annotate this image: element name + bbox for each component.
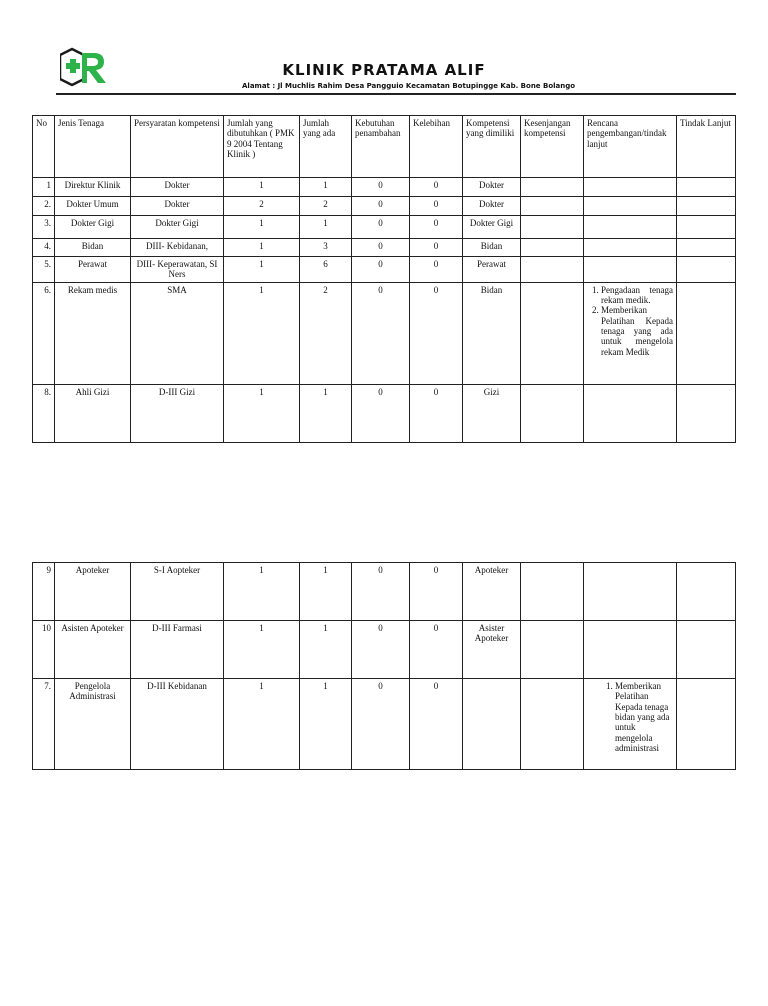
cell-ada: 1 bbox=[300, 621, 352, 679]
cell-kebutuhan: 0 bbox=[352, 197, 410, 216]
cell-persyaratan: DIII- Keperawatan, SI Ners bbox=[131, 257, 224, 283]
clinic-address: Alamat : Jl Muchlis Rahim Desa Pangguio Kecamatan Botupingge Kab. Bone Bolango bbox=[242, 82, 576, 90]
staffing-table bbox=[32, 115, 736, 443]
cell-jenis: Asisten Apoteker bbox=[55, 621, 131, 679]
cell-kesenjangan bbox=[521, 239, 584, 257]
cell-kelebihan: 0 bbox=[410, 384, 463, 442]
cell-tindak bbox=[677, 679, 736, 770]
table-row bbox=[33, 216, 736, 239]
col-header-tindak: Tindak Lanjut bbox=[677, 116, 736, 178]
table-row bbox=[33, 384, 736, 442]
cell-tindak bbox=[677, 197, 736, 216]
cell-no: 6. bbox=[33, 282, 55, 384]
cell-kebutuhan: 0 bbox=[352, 282, 410, 384]
cell-no: 9 bbox=[33, 563, 55, 621]
col-header-no: No bbox=[33, 116, 55, 178]
rencana-list bbox=[587, 681, 673, 753]
cell-tindak bbox=[677, 563, 736, 621]
cell-kelebihan: 0 bbox=[410, 621, 463, 679]
cell-kelebihan: 0 bbox=[410, 239, 463, 257]
cell-no: 4. bbox=[33, 239, 55, 257]
cell-no: 3. bbox=[33, 216, 55, 239]
cell-rencana bbox=[584, 282, 677, 384]
cell-kompetensi: Gizi bbox=[463, 384, 521, 442]
col-header-rencana: Rencana pengembangan/tindak lanjut bbox=[584, 116, 677, 178]
cell-rencana bbox=[584, 563, 677, 621]
table-header-row bbox=[33, 116, 736, 178]
cell-tindak bbox=[677, 216, 736, 239]
cell-kompetensi: Perawat bbox=[463, 257, 521, 283]
col-header-dibutuhkan: Jumlah yang dibutuhkan ( PMK 9 2004 Tentang Klinik ) bbox=[224, 116, 300, 178]
cell-kelebihan: 0 bbox=[410, 197, 463, 216]
cell-jenis: Dokter Gigi bbox=[55, 216, 131, 239]
cell-kelebihan: 0 bbox=[410, 216, 463, 239]
cell-tindak bbox=[677, 282, 736, 384]
cell-rencana bbox=[584, 239, 677, 257]
cell-kesenjangan bbox=[521, 621, 584, 679]
cell-tindak bbox=[677, 384, 736, 442]
col-header-jenis: Jenis Tenaga bbox=[55, 116, 131, 178]
cell-rencana bbox=[584, 197, 677, 216]
cell-kesenjangan bbox=[521, 282, 584, 384]
cell-dibutuhkan: 1 bbox=[224, 178, 300, 197]
col-header-kesenjangan: Kesenjangan kompetensi bbox=[521, 116, 584, 178]
cell-rencana bbox=[584, 178, 677, 197]
cell-ada: 1 bbox=[300, 384, 352, 442]
col-header-kelebihan: Kelebihan bbox=[410, 116, 463, 178]
cell-dibutuhkan: 1 bbox=[224, 216, 300, 239]
cell-kompetensi bbox=[463, 679, 521, 770]
cell-no: 5. bbox=[33, 257, 55, 283]
cell-persyaratan: SMA bbox=[131, 282, 224, 384]
col-header-kebutuhan: Kebutuhan penambahan bbox=[352, 116, 410, 178]
cell-persyaratan: D-III Farmasi bbox=[131, 621, 224, 679]
cell-rencana bbox=[584, 679, 677, 770]
cell-kebutuhan: 0 bbox=[352, 216, 410, 239]
cell-kompetensi: Bidan bbox=[463, 239, 521, 257]
cell-jenis: Perawat bbox=[55, 257, 131, 283]
cell-dibutuhkan: 1 bbox=[224, 239, 300, 257]
cell-rencana bbox=[584, 384, 677, 442]
cell-kebutuhan: 0 bbox=[352, 621, 410, 679]
cell-jenis: Ahli Gizi bbox=[55, 384, 131, 442]
cell-persyaratan: D-III Gizi bbox=[131, 384, 224, 442]
cell-jenis: Pengelola Administrasi bbox=[55, 679, 131, 770]
cell-ada: 1 bbox=[300, 178, 352, 197]
cell-ada: 2 bbox=[300, 282, 352, 384]
table-row bbox=[33, 197, 736, 216]
cell-kesenjangan bbox=[521, 679, 584, 770]
cell-kebutuhan: 0 bbox=[352, 239, 410, 257]
cell-no: 10 bbox=[33, 621, 55, 679]
cell-dibutuhkan: 1 bbox=[224, 282, 300, 384]
cell-kompetensi: Dokter Gigi bbox=[463, 216, 521, 239]
cell-tindak bbox=[677, 178, 736, 197]
cell-kebutuhan: 0 bbox=[352, 178, 410, 197]
cell-persyaratan: S-I Aopteker bbox=[131, 563, 224, 621]
cell-rencana bbox=[584, 216, 677, 239]
cell-kesenjangan bbox=[521, 197, 584, 216]
table-row bbox=[33, 178, 736, 197]
cell-tindak bbox=[677, 239, 736, 257]
cell-tindak bbox=[677, 257, 736, 283]
cell-ada: 3 bbox=[300, 239, 352, 257]
cell-ada: 1 bbox=[300, 679, 352, 770]
cell-persyaratan: Dokter bbox=[131, 178, 224, 197]
cell-dibutuhkan: 1 bbox=[224, 384, 300, 442]
cell-kelebihan: 0 bbox=[410, 679, 463, 770]
cell-kesenjangan bbox=[521, 257, 584, 283]
cell-kompetensi: Dokter bbox=[463, 197, 521, 216]
cell-kebutuhan: 0 bbox=[352, 679, 410, 770]
cell-dibutuhkan: 1 bbox=[224, 679, 300, 770]
cell-jenis: Apoteker bbox=[55, 563, 131, 621]
table-row bbox=[33, 257, 736, 283]
cell-kompetensi: Asister Apoteker bbox=[463, 621, 521, 679]
cell-persyaratan: DIII- Kebidanan, bbox=[131, 239, 224, 257]
cell-persyaratan: Dokter Gigi bbox=[131, 216, 224, 239]
staffing-table-continued bbox=[32, 562, 736, 770]
cell-no: 7. bbox=[33, 679, 55, 770]
cell-kelebihan: 0 bbox=[410, 563, 463, 621]
cell-kelebihan: 0 bbox=[410, 257, 463, 283]
table-row bbox=[33, 621, 736, 679]
table-row bbox=[33, 282, 736, 384]
cell-kebutuhan: 0 bbox=[352, 384, 410, 442]
cell-no: 8. bbox=[33, 384, 55, 442]
table-row bbox=[33, 239, 736, 257]
cell-kesenjangan bbox=[521, 384, 584, 442]
rencana-list bbox=[587, 285, 673, 357]
cell-ada: 6 bbox=[300, 257, 352, 283]
col-header-ada: Jumlah yang ada bbox=[300, 116, 352, 178]
list-item: 1. Pengadaan tenaga rekam medik. bbox=[601, 285, 673, 306]
clinic-name: KLINIK PRATAMA ALIF bbox=[282, 61, 486, 79]
cell-rencana bbox=[584, 257, 677, 283]
cell-jenis: Dokter Umum bbox=[55, 197, 131, 216]
cell-dibutuhkan: 1 bbox=[224, 563, 300, 621]
cell-kesenjangan bbox=[521, 178, 584, 197]
cell-jenis: Direktur Klinik bbox=[55, 178, 131, 197]
cell-dibutuhkan: 1 bbox=[224, 257, 300, 283]
cell-jenis: Rekam medis bbox=[55, 282, 131, 384]
letterhead bbox=[0, 0, 768, 100]
cell-rencana bbox=[584, 621, 677, 679]
cell-persyaratan: D-III Kebidanan bbox=[131, 679, 224, 770]
cell-kompetensi: Dokter bbox=[463, 178, 521, 197]
cell-ada: 1 bbox=[300, 216, 352, 239]
list-item: 2. Memberikan Pelatihan Kepada tenaga yang ada untuk mengelola rekam Medik bbox=[601, 305, 673, 357]
cell-persyaratan: Dokter bbox=[131, 197, 224, 216]
cell-kelebihan: 0 bbox=[410, 178, 463, 197]
table-row bbox=[33, 563, 736, 621]
col-header-persyaratan: Persyaratan kompetensi bbox=[131, 116, 224, 178]
cell-tindak bbox=[677, 621, 736, 679]
cell-jenis: Bidan bbox=[55, 239, 131, 257]
cell-no: 2. bbox=[33, 197, 55, 216]
header-divider bbox=[56, 93, 736, 95]
cell-ada: 2 bbox=[300, 197, 352, 216]
cell-kesenjangan bbox=[521, 563, 584, 621]
cell-kebutuhan: 0 bbox=[352, 257, 410, 283]
cell-dibutuhkan: 1 bbox=[224, 621, 300, 679]
cell-kompetensi: Apoteker bbox=[463, 563, 521, 621]
col-header-kompetensi: Kompetensi yang dimiliki bbox=[463, 116, 521, 178]
cell-kompetensi: Bidan bbox=[463, 282, 521, 384]
cell-no: 1 bbox=[33, 178, 55, 197]
cell-kebutuhan: 0 bbox=[352, 563, 410, 621]
cell-kelebihan: 0 bbox=[410, 282, 463, 384]
table-row bbox=[33, 679, 736, 770]
list-item: 1. Memberikan Pelatihan Kepada tenaga bidan yang ada untuk mengelola administrasi bbox=[615, 681, 673, 753]
cell-kesenjangan bbox=[521, 216, 584, 239]
cell-ada: 1 bbox=[300, 563, 352, 621]
cell-dibutuhkan: 2 bbox=[224, 197, 300, 216]
